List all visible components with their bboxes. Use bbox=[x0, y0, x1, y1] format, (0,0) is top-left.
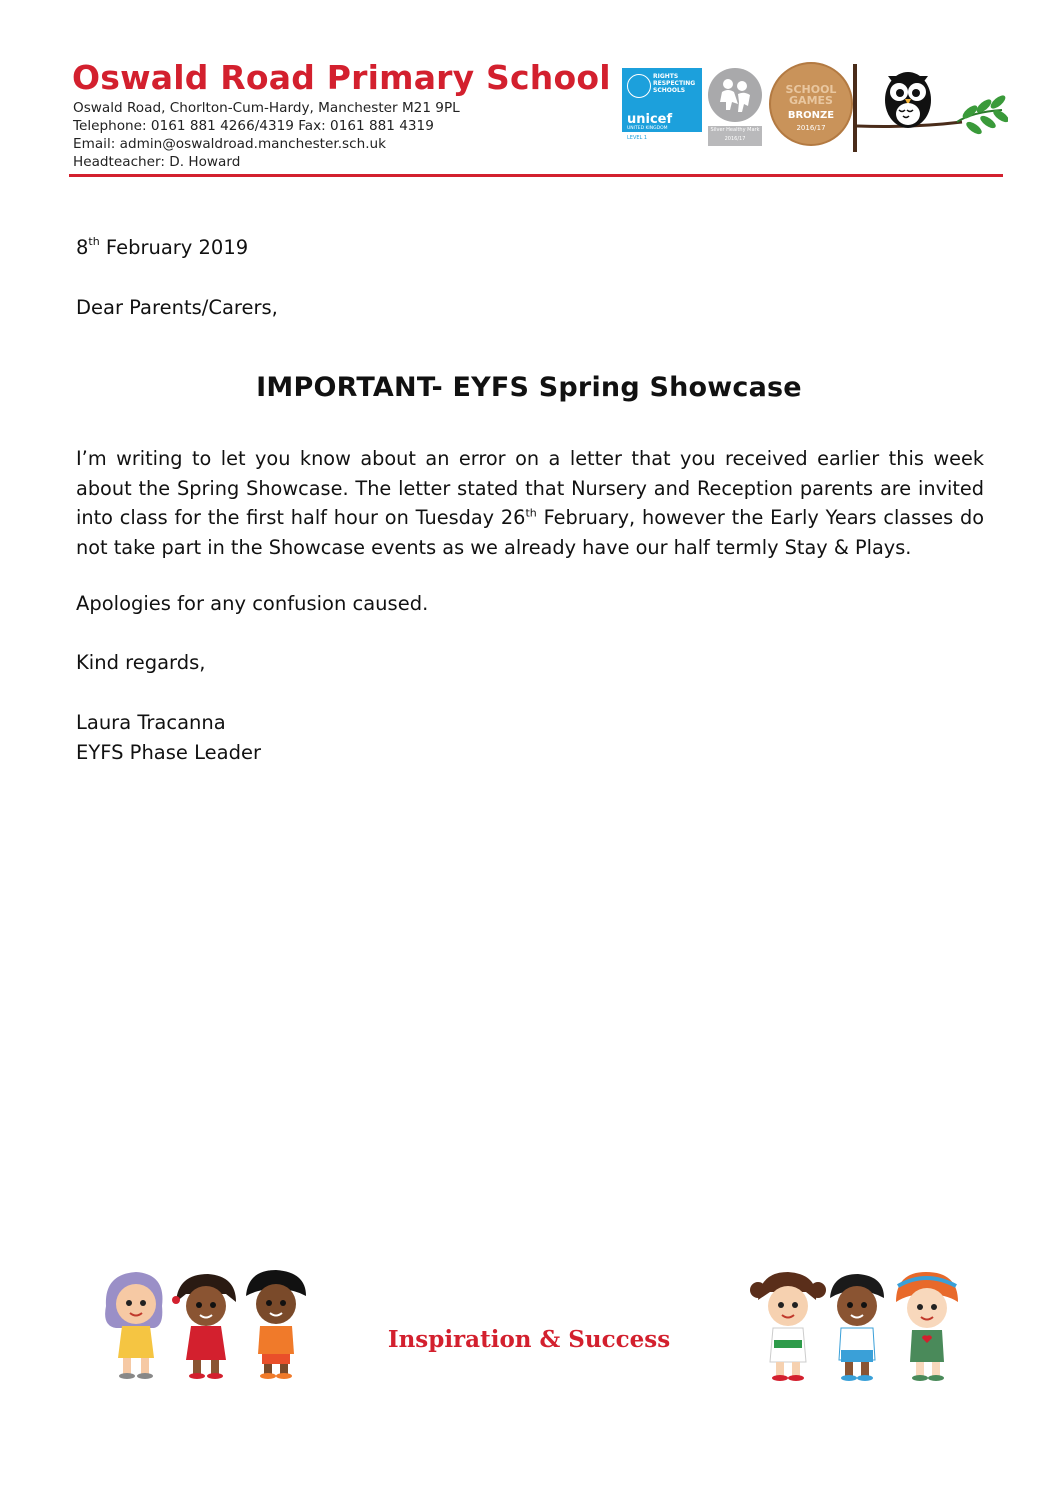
headteacher: Headteacher: D. Howard bbox=[73, 154, 241, 170]
letter-apology: Apologies for any confusion caused. bbox=[76, 592, 429, 615]
date-suffix: th bbox=[88, 234, 100, 248]
bronze-text: BRONZE bbox=[787, 110, 835, 121]
unicef-logo-text: unicef bbox=[627, 112, 673, 127]
healthy-mark-badge bbox=[708, 68, 762, 122]
school-telephone: Telephone: 0161 881 4266/4319 Fax: 0161 881 4319 bbox=[73, 118, 434, 134]
letter-body-paragraph bbox=[76, 444, 984, 562]
school-name: Oswald Road Primary School bbox=[72, 58, 611, 97]
signature-role: EYFS Phase Leader bbox=[76, 741, 261, 764]
bronze-year: 2016/17 bbox=[796, 124, 826, 132]
letter-date bbox=[76, 236, 248, 259]
unicef-globe-icon bbox=[627, 74, 651, 98]
children-illustration-right bbox=[746, 1266, 968, 1390]
letter-closing: Kind regards, bbox=[76, 651, 206, 674]
unicef-rights-respecting-badge bbox=[622, 68, 702, 132]
letter-title: IMPORTANT- EYFS Spring Showcase bbox=[256, 372, 802, 403]
figures-icon bbox=[708, 68, 762, 122]
body-text-part-1: I’m writing to let you know about an error on a letter that you received earlier this week about the Spring Showcase. The letter stated that Nursery and Reception parents are invited into class for the first half hour on Tuesday 26 bbox=[76, 447, 984, 529]
school-email: Email: admin@oswaldroad.manchester.sch.uk bbox=[73, 136, 387, 152]
school-motto: Inspiration & Success bbox=[387, 1326, 671, 1353]
unicef-badge-title: RIGHTS RESPECTING SCHOOLS bbox=[653, 73, 696, 94]
school-contact-block bbox=[73, 99, 460, 171]
body-text-part-2: February, however the Early Years classes do not take part in the Showcase events as we already have our half termly Stay & Plays. bbox=[76, 506, 984, 559]
date-month-year: February 2019 bbox=[99, 236, 249, 259]
letter-greeting: Dear Parents/Carers, bbox=[76, 296, 278, 319]
school-games-text: SCHOOL GAMES bbox=[785, 83, 837, 107]
school-games-bronze-badge bbox=[769, 62, 853, 146]
school-address: Oswald Road, Chorlton-Cum-Hardy, Manchester M21 9PL bbox=[73, 100, 460, 116]
header-divider bbox=[69, 174, 1003, 177]
unicef-country: UNITED KINGDOM bbox=[627, 126, 668, 131]
accreditation-badges bbox=[622, 62, 1007, 157]
body-date-suffix: th bbox=[525, 506, 537, 520]
healthy-mark-label: Silver Healthy Mark 2016/17 bbox=[708, 126, 762, 146]
unicef-level: LEVEL 1 bbox=[627, 135, 648, 141]
signature-name: Laura Tracanna bbox=[76, 711, 226, 734]
date-day: 8 bbox=[76, 236, 89, 259]
owl-on-branch-icon bbox=[852, 62, 1008, 154]
